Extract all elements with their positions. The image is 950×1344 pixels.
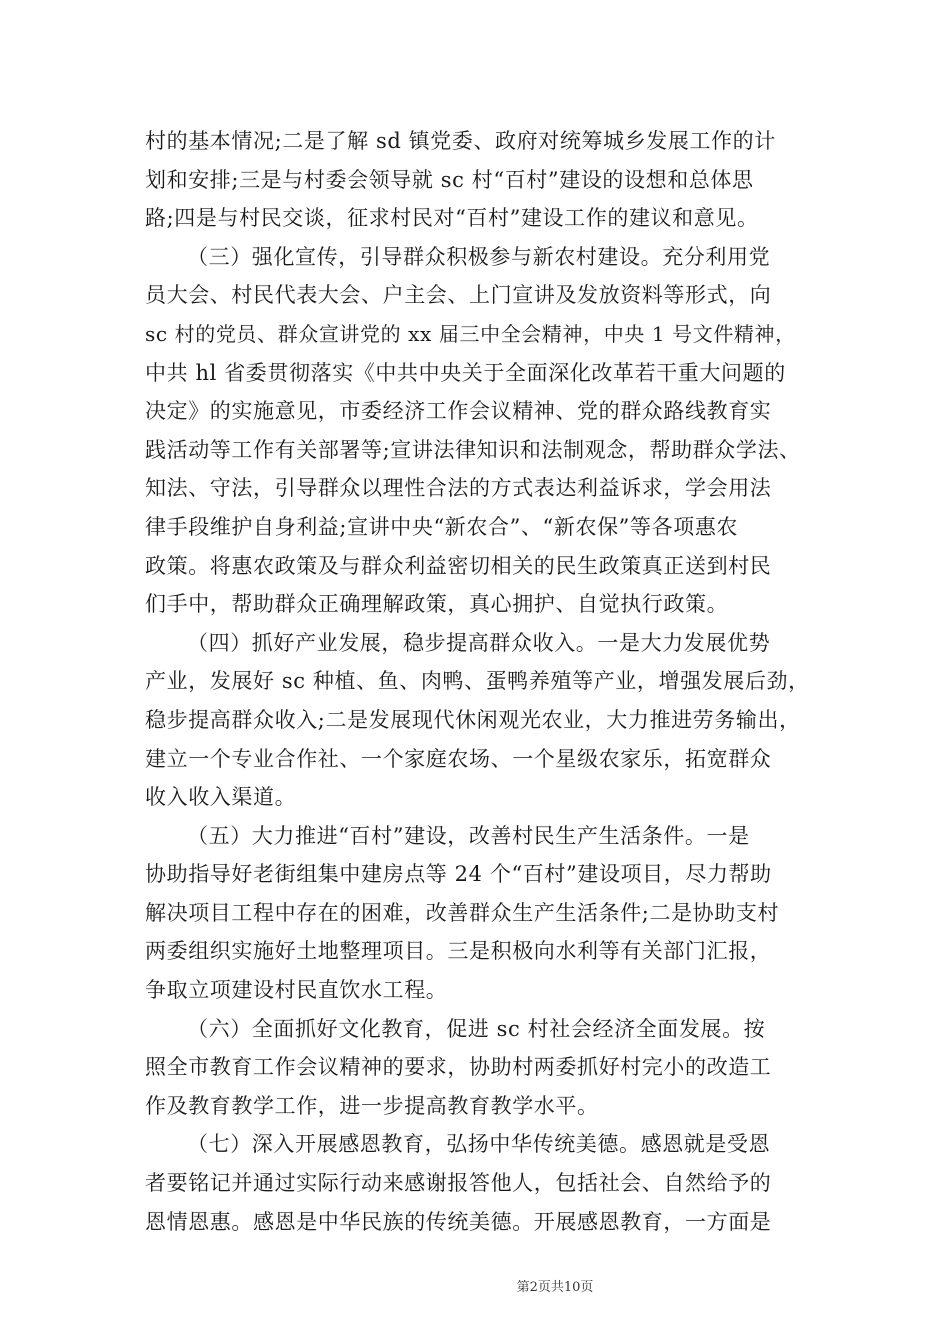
text-line: 稳步提高群众收入;二是发展现代休闲观光农业，大力推进劳务输出， [145, 707, 801, 732]
text-line: 作及教育教学工作，进一步提高教育教学水平。 [145, 1093, 599, 1118]
text-line: （七）深入开展感恩教育，弘扬中华传统美德。感恩就是受恩 [187, 1132, 771, 1157]
text-line: 者要铭记并通过实际行动来感谢报答他人，包括社会、自然给予的 [145, 1171, 772, 1196]
text-line: 中共 hl 省委贯彻落实《中共中央关于全面深化改革若干重大问题的 [145, 360, 786, 385]
text-line: 两委组织实施好土地整理项目。三是积极向水利等有关部门汇报， [145, 939, 772, 964]
text-line: （六）全面抓好文化教育，促进 sc 村社会经济全面发展。按 [187, 1016, 766, 1041]
footer-total-pages: 10 [563, 1280, 581, 1295]
text-line: 建立一个专业合作社、一个家庭农场、一个星级农家乐，拓宽群众 [145, 746, 772, 771]
text-line: 路;四是与村民交谈，征求村民对“百村”建设工作的建议和意见。 [145, 206, 759, 231]
footer-middle: 页共 [537, 1280, 564, 1295]
text-line: 收入收入渠道。 [145, 785, 297, 810]
text-line: 们手中，帮助群众正确理解政策，真心拥护、自觉执行政策。 [145, 592, 729, 617]
text-line: 争取立项建设村民直饮水工程。 [145, 978, 448, 1003]
text-line: 产业，发展好 sc 种植、鱼、肉鸭、蛋鸭养殖等产业，增强发展后劲， [145, 669, 810, 694]
text-line: 员大会、村民代表大会、户主会、上门宣讲及发放资料等形式，向 [145, 283, 772, 308]
text-line: （四）抓好产业发展，稳步提高群众收入。一是大力发展优势 [187, 630, 771, 655]
footer-prefix: 第 [516, 1280, 530, 1295]
text-line: 划和安排;三是与村委会领导就 sc 村“百村”建设的设想和总体思 [145, 167, 754, 192]
footer-current-page: 2 [529, 1280, 538, 1295]
text-line: 解决项目工程中存在的困难，改善群众生产生活条件;二是协助支村 [145, 900, 780, 925]
text-line: 村的基本情况;二是了解 sd 镇党委、政府对统筹城乡发展工作的计 [145, 129, 776, 153]
text-line: （三）强化宣传，引导群众积极参与新农村建设。充分利用党 [187, 244, 771, 269]
document-body [145, 122, 810, 1241]
footer-suffix: 页 [580, 1280, 594, 1295]
text-line: （五）大力推进“百村”建设，改善村民生产生活条件。一是 [187, 823, 750, 848]
page-footer [0, 1276, 950, 1295]
text-line: 知法、守法，引导群众以理性合法的方式表达利益诉求，学会用法 [145, 476, 772, 501]
text-line: 践活动等工作有关部署等;宣讲法律知识和法制观念，帮助群众学法、 [145, 437, 801, 462]
text-line: 照全市教育工作会议精神的要求，协助村两委抓好村完小的改造工 [145, 1055, 772, 1080]
text-line: 律手段维护自身利益;宣讲中央“新农合”、“新农保”等各项惠农 [145, 514, 739, 539]
text-line: 协助指导好老街组集中建房点等 24 个“百村”建设项目，尽力帮助 [145, 862, 772, 887]
text-line: 政策。将惠农政策及与群众利益密切相关的民生政策真正送到村民 [145, 553, 772, 578]
text-line: 决定》的实施意见，市委经济工作会议精神、党的群众路线教育实 [145, 399, 772, 424]
text-line: sc 村的党员、群众宣讲党的 xx 届三中全会精神，中央 1 号文件精神， [145, 321, 796, 346]
text-line: 恩情恩惠。感恩是中华民族的传统美德。开展感恩教育，一方面是 [145, 1209, 772, 1234]
